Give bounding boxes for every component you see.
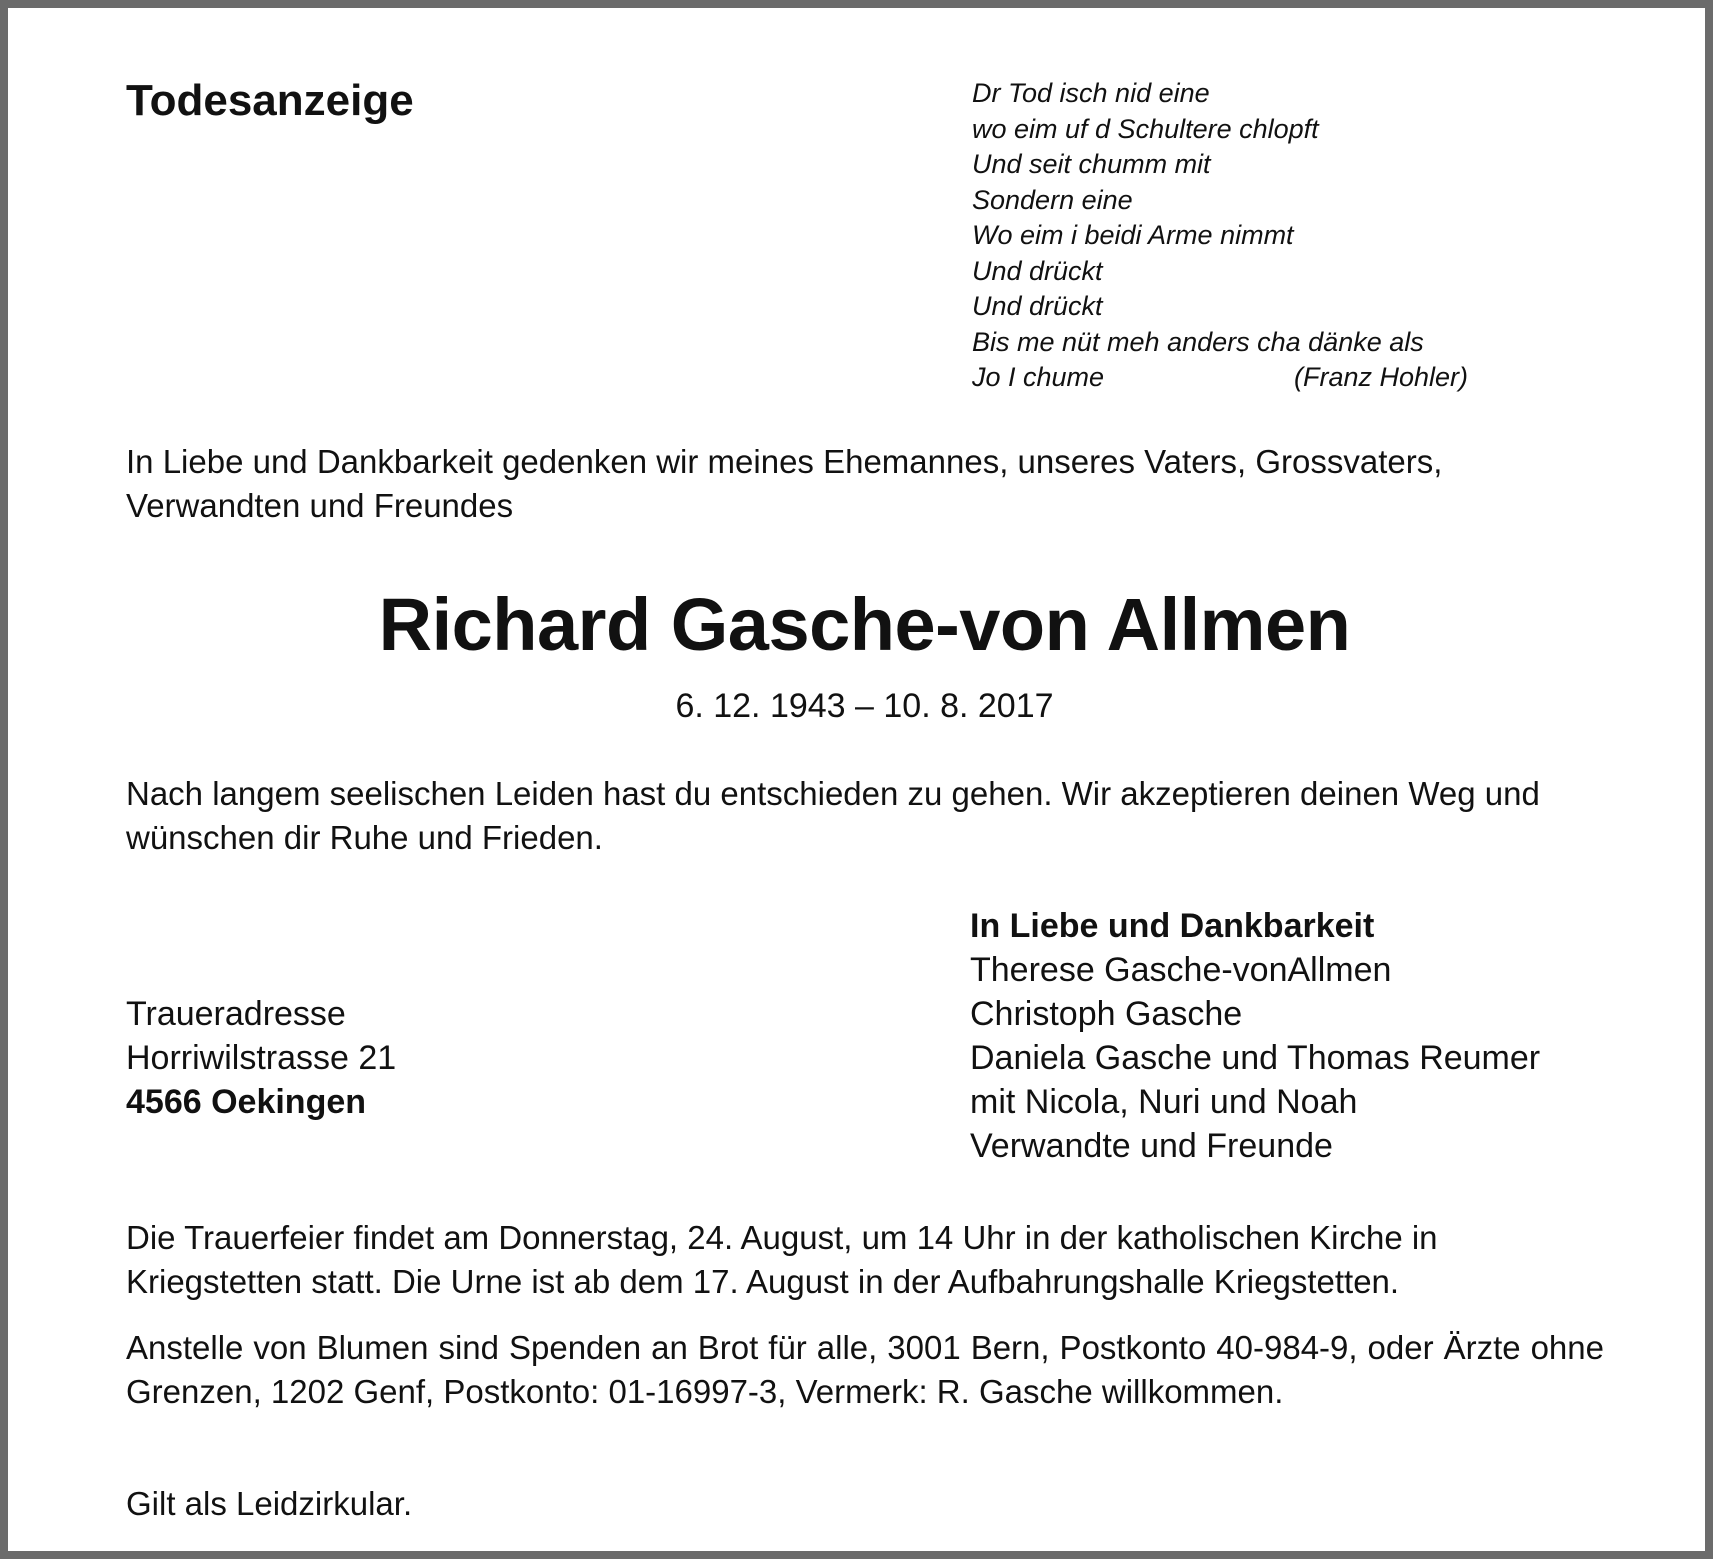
funeral-service-info: Die Trauerfeier findet am Donnerstag, 24. August, um 14 Uhr in der katholischen Kirche in Kriegstetten statt. Die Urne ist ab dem 17. August in der Aufbahrungshalle Kriegstetten.: [126, 1219, 1438, 1300]
farewell-message: Nach langem seelischen Leiden hast du entschieden zu gehen. Wir akzeptieren deinen Weg und wünschen dir Ruhe und Frieden.: [126, 775, 1540, 856]
donations-info: Anstelle von Blumen sind Spenden an Brot für alle, 3001 Bern, Postkonto 40-984-9, oder Ärzte ohne Grenzen, 1202 Genf, Postkonto: 01-16997-3, Vermerk: R. Gasche willkommen.: [126, 1329, 1604, 1410]
poem-line: Dr Tod isch nid eine: [972, 78, 1210, 108]
poem-line: Und drückt: [972, 255, 1103, 286]
life-dates: 6. 12. 1943 – 10. 8. 2017: [675, 687, 1054, 725]
circular-note: Gilt als Leidzirkular.: [126, 1485, 413, 1522]
poem: [972, 76, 1469, 396]
address-street: Horriwilstrasse 21: [126, 1039, 397, 1077]
mourners-block: [970, 904, 1540, 1168]
mourner-name: Verwandte und Freunde: [970, 1127, 1333, 1165]
poem-line: Wo eim i beidi Arme nimmt: [972, 220, 1294, 250]
poem-line: Sondern eine: [972, 184, 1133, 215]
mourner-name: mit Nicola, Nuri und Noah: [970, 1083, 1358, 1121]
poem-line: Und seit chumm mit: [972, 149, 1211, 179]
poem-attribution: (Franz Hohler): [1294, 362, 1469, 392]
poem-line: Bis me nüt meh anders cha dänke als: [972, 326, 1424, 357]
poem-line: wo eim uf d Schultere chlopft: [972, 113, 1319, 144]
mourner-name: Christoph Gasche: [970, 995, 1243, 1033]
mourners-title: In Liebe und Dankbarkeit: [970, 907, 1375, 945]
address-label: Traueradresse: [126, 995, 346, 1033]
poem-line: Jo I chume: [972, 362, 1105, 392]
mourner-name: Therese Gasche-vonAllmen: [970, 951, 1392, 989]
intro-paragraph: In Liebe und Dankbarkeit gedenken wir meines Ehemannes, unseres Vaters, Grossvaters, Verwandten und Freundes: [126, 443, 1443, 524]
poem-last-line: [972, 360, 1469, 396]
mourning-address: [126, 992, 396, 1124]
poem-line: Und drückt: [972, 291, 1103, 321]
deceased-name: Richard Gasche-von Allmen: [378, 583, 1351, 666]
address-city: 4566 Oekingen: [126, 1083, 367, 1121]
mourner-name: Daniela Gasche und Thomas Reumer: [970, 1039, 1541, 1077]
notice-heading: Todesanzeige: [126, 76, 414, 125]
